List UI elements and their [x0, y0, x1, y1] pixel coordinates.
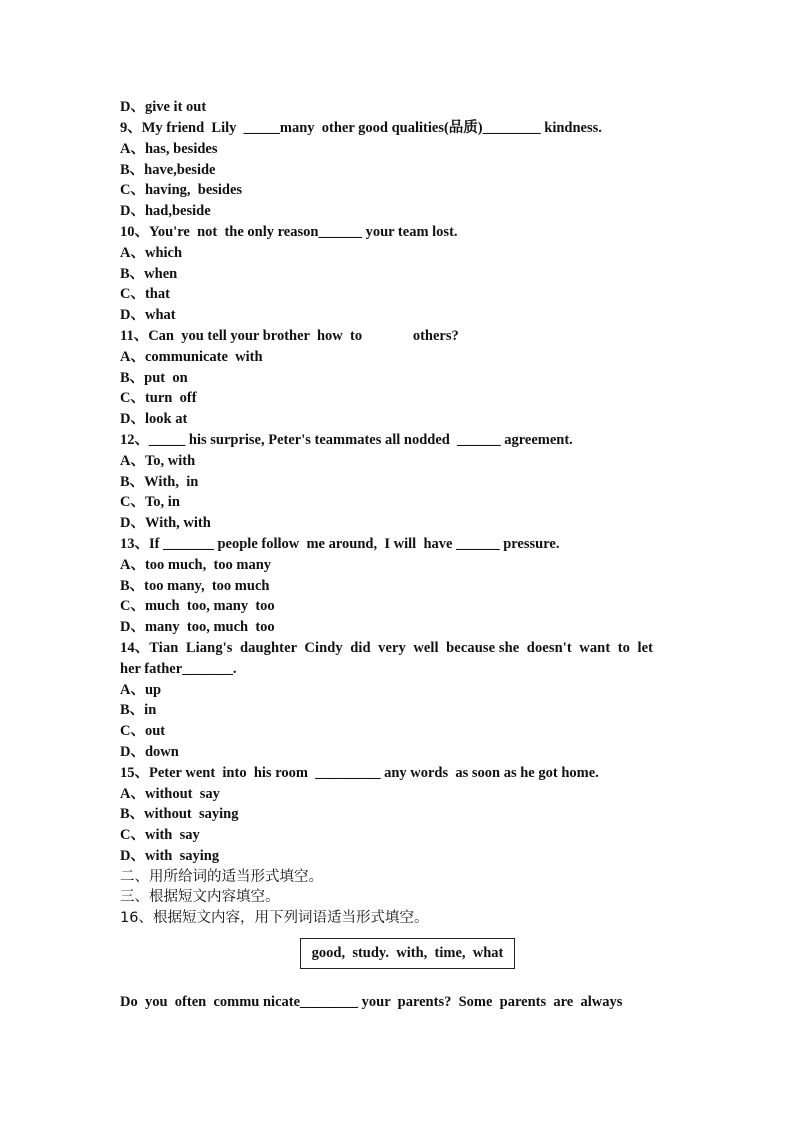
option-a-q12: A、To, with	[120, 453, 196, 469]
section-3-heading: 三、根据短文内容填空。	[120, 889, 280, 905]
option-c-q10: C、that	[120, 286, 170, 302]
option-c-q14: C、out	[120, 723, 166, 739]
option-c-q15: C、with say	[120, 827, 200, 843]
option-b-q14: B、in	[120, 702, 157, 718]
option-b-q15: B、without saying	[120, 806, 239, 822]
option-a-q15: A、without say	[120, 786, 220, 802]
option-a-q11: A、communicate with	[120, 349, 263, 365]
question-11: 11、Can you tell your brother how to others?	[120, 328, 459, 344]
passage-first-line: Do you often commu nicate________ your parents? Some parents are always	[120, 994, 623, 1010]
option-a-q13: A、too much, too many	[120, 557, 272, 573]
section-2-heading: 二、用所给词的适当形式填空。	[120, 869, 323, 885]
option-d-q8: D、give it out	[120, 99, 207, 115]
option-c-q13: C、much too, many too	[120, 598, 275, 614]
question-14: 14、Tian Liang's daughter Cindy did very well because she doesn't want to let	[120, 640, 654, 656]
option-d-q10: D、what	[120, 307, 176, 323]
option-d-q15: D、with saying	[120, 848, 220, 864]
option-b-q12: B、With, in	[120, 474, 199, 490]
option-c-q9: C、having, besides	[120, 182, 243, 198]
option-b-q10: B、when	[120, 266, 178, 282]
word-bank-box: good, study. with, time, what	[300, 938, 515, 969]
option-d-q9: D、had,beside	[120, 203, 211, 219]
question-12: 12、_____ his surprise, Peter's teammates all nodded ______ agreement.	[120, 432, 573, 448]
question-16-instruction: 16、根据短文内容，用下列词语适当形式填空。	[120, 910, 429, 926]
option-d-q11: D、look at	[120, 411, 188, 427]
question-9: 9、My friend Lily _____many other good qualities(品质)________ kindness.	[120, 120, 602, 136]
option-b-q13: B、too many, too much	[120, 578, 270, 594]
option-d-q13: D、many too, much too	[120, 619, 275, 635]
question-10: 10、You're not the only reason______ your team lost.	[120, 224, 458, 240]
option-c-q12: C、To, in	[120, 494, 180, 510]
option-d-q14: D、down	[120, 744, 179, 760]
question-14-continued: her father_______.	[120, 661, 237, 677]
option-a-q10: A、which	[120, 245, 183, 261]
option-a-q14: A、up	[120, 682, 162, 698]
option-c-q11: C、turn off	[120, 390, 197, 406]
option-d-q12: D、With, with	[120, 515, 211, 531]
option-b-q11: B、put on	[120, 370, 188, 386]
question-15: 15、Peter went into his room _________ any words as soon as he got home.	[120, 765, 599, 781]
option-a-q9: A、has, besides	[120, 141, 218, 157]
question-13: 13、If _______ people follow me around, I will have ______ pressure.	[120, 536, 560, 552]
option-b-q9: B、have,beside	[120, 162, 216, 178]
